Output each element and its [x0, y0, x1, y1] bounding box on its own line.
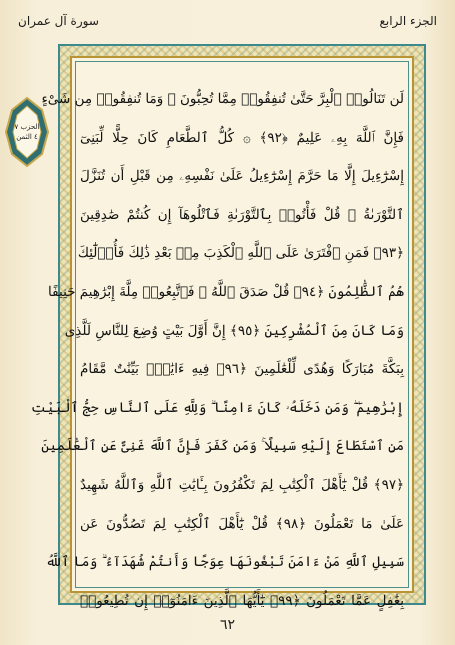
text-line: مَنِ ٱسْتَطَاعَ إِلَيْهِ سَبِيلًا ۚ وَمَن كَفَرَ فَإِنَّ ٱللَّهَ غَنِىٌّ عَنِ ٱلْعَٰلَمِينَ — [41, 438, 404, 455]
juz-label: الجزء الرابع — [379, 14, 437, 28]
ornamental-frame — [30, 44, 426, 609]
page-number: ٦٢ — [219, 617, 236, 633]
hizb-line-1: الحزب ٧ — [14, 123, 40, 131]
hizb-text — [14, 122, 39, 142]
text-line: عَلَىٰ مَا تَعْمَلُونَ ﴿٩٨﴾ قُلْ يَٰٓأَهْلَ ٱلْكِتَٰبِ لِمَ تَصُدُّونَ عَن — [80, 515, 404, 532]
quran-text — [30, 80, 405, 620]
text-line: بِبَكَّةَ مُبَارَكًا وَهُدًى لِّلْعَٰلَمِينَ ﴿٩٦﴾ فِيهِ ءَايَٰتٌۢ بَيِّنَٰتٌ مَّقَامُ — [80, 361, 404, 378]
text-line: لَن تَنَالُوا۟ ٱلْبِرَّ حَتَّىٰ تُنفِقُوا۟ مِمَّا تُحِبُّونَ ۚ وَمَا تُنفِقُوا۟ مِن شَىْءٍ — [41, 91, 404, 107]
text-line: فَإِنَّ ٱللَّهَ بِهِۦ عَلِيمٌ ﴿٩٢﴾ ۞ كُلُّ ٱلطَّعَامِ كَانَ حِلًّا لِّبَنِىٓ — [80, 129, 404, 146]
hizb-line-2: ٤ الثمن — [16, 133, 38, 141]
text-line: ﴿٩٧﴾ قُلْ يَٰٓأَهْلَ ٱلْكِتَٰبِ لِمَ تَكْفُرُونَ بِـَٔايَٰتِ ٱللَّهِ وَٱللَّهُ شَهِيدٌ — [80, 476, 404, 493]
surah-label: سورة آل عمران — [18, 14, 99, 28]
text-line: إِبْرَٰهِيمَ ۖ وَمَن دَخَلَهُۥ كَانَ ءَامِنًا ۗ وَلِلَّهِ عَلَى ٱلنَّاسِ حِجُّ ٱلْبَيْتِ — [30, 399, 404, 416]
text-panel — [30, 56, 414, 609]
text-line: ٱلتَّوْرَىٰةُ ۗ قُلْ فَأْتُوا۟ بِٱلتَّوْرَىٰةِ فَٱتْلُوهَآ إِن كُنتُمْ صَٰدِقِينَ — [80, 206, 404, 223]
text-line: بِغَٰفِلٍ عَمَّا تَعْمَلُونَ ﴿٩٩﴾ يَٰٓأَيُّهَا ٱلَّذِينَ ءَامَنُوٓا۟ إِن تُطِيعُوا۟ — [80, 592, 405, 609]
page-header — [18, 10, 437, 32]
text-line: إِسْرَٰٓءِيلَ إِلَّا مَا حَرَّمَ إِسْرَٰٓءِيلُ عَلَىٰ نَفْسِهِۦ مِن قَبْلِ أَن تُنَزَّلَ — [80, 168, 404, 185]
text-line: هُمُ ٱلظَّٰلِمُونَ ﴿٩٤﴾ قُلْ صَدَقَ ٱللَّهُ ۗ فَٱتَّبِعُوا۟ مِلَّةَ إِبْرَٰهِيمَ حَنِيفًا — [48, 283, 404, 300]
text-line: سَبِيلِ ٱللَّهِ مَنْ ءَامَنَ تَبْغُونَهَا عِوَجًا وَأَنتُمْ شُهَدَآءُ ۗ وَمَا ٱللَّهُ — [45, 554, 404, 571]
text-line: ﴿٩٣﴾ فَمَنِ ٱفْتَرَىٰ عَلَى ٱللَّهِ ٱلْكَذِبَ مِنۢ بَعْدِ ذَٰلِكَ فَأُو۟لَٰٓئِكَ — [77, 245, 404, 262]
text-line: وَمَا كَانَ مِنَ ٱلْمُشْرِكِينَ ﴿٩٥﴾ إِنَّ أَوَّلَ بَيْتٍ وُضِعَ لِلنَّاسِ لَلَّذِى — [64, 322, 404, 339]
